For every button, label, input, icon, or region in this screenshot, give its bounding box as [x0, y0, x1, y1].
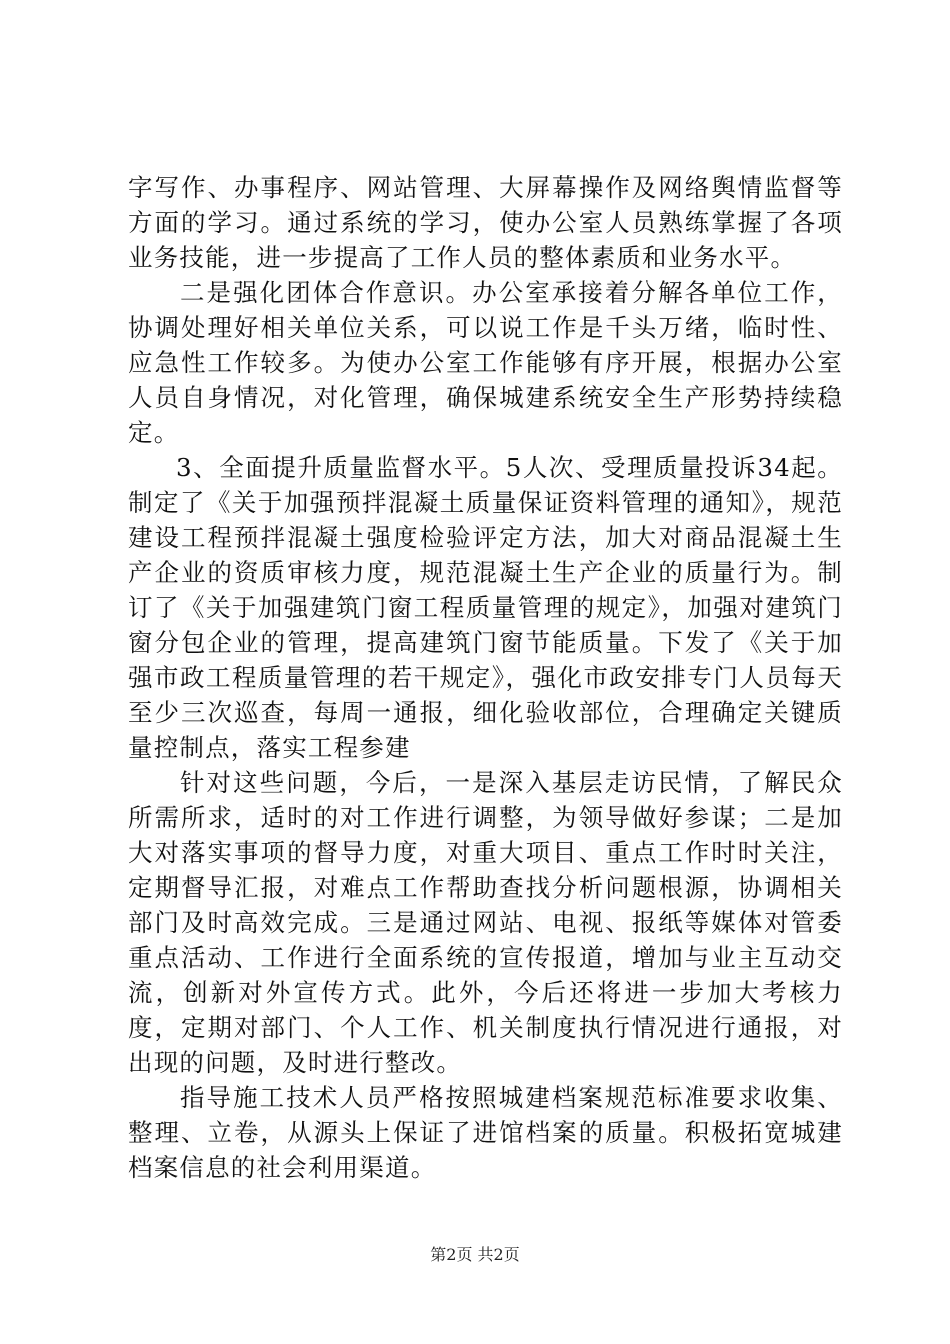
document-body — [128, 170, 843, 1185]
paragraph-3: 3、全面提升质量监督水平。5人次、受理质量投诉34起。制定了《关于加强预拌混凝土质量保证资料管理的通知》，规范建设工程预拌混凝土强度检验评定方法，加大对商品混凝土生产企业的资质审核力度，规范混凝土生产企业的质量行为。制订了《关于加强建筑门窗工程质量管理的规定》，加强对建筑门窗分包企业的管理，提高建筑门窗节能质量。下发了《关于加强市政工程质量管理的若干规定》，强化市政安排专门人员每天至少三次巡查，每周一通报，细化验收部位，合理确定关键质量控制点，落实工程参建 — [128, 453, 843, 762]
page-footer: 第2页 共2页 — [430, 1245, 520, 1264]
paragraph-1: 字写作、办事程序、网站管理、大屏幕操作及网络舆情监督等方面的学习。通过系统的学习，使办公室人员熟练掌握了各项业务技能，进一步提高了工作人员的整体素质和业务水平。 — [128, 173, 843, 272]
paragraph-4: 针对这些问题，今后，一是深入基层走访民情，了解民众所需所求，适时的对工作进行调整，为领导做好参谋；二是加大对落实事项的督导力度，对重大项目、重点工作时时关注，定期督导汇报，对难点工作帮助查找分析问题根源，协调相关部门及时高效完成。三是通过网站、电视、报纸等媒体对管委重点活动、工作进行全面系统的宣传报道，增加与业主互动交流，创新对外宣传方式。此外，今后还将进一步加大考核力度，定期对部门、个人工作、机关制度执行情况进行通报，对出现的问题，及时进行整改。 — [128, 768, 843, 1077]
paragraph-2: 二是强化团体合作意识。办公室承接着分解各单位工作，协调处理好相关单位关系，可以说工作是千头万绪，临时性、应急性工作较多。为使办公室工作能够有序开展，根据办公室人员自身情况，对化管理，确保城建系统安全生产形势持续稳定。 — [128, 278, 843, 447]
paragraph-5: 指导施工技术人员严格按照城建档案规范标准要求收集、整理、立卷，从源头上保证了进馆档案的质量。积极拓宽城建档案信息的社会利用渠道。 — [128, 1083, 843, 1182]
